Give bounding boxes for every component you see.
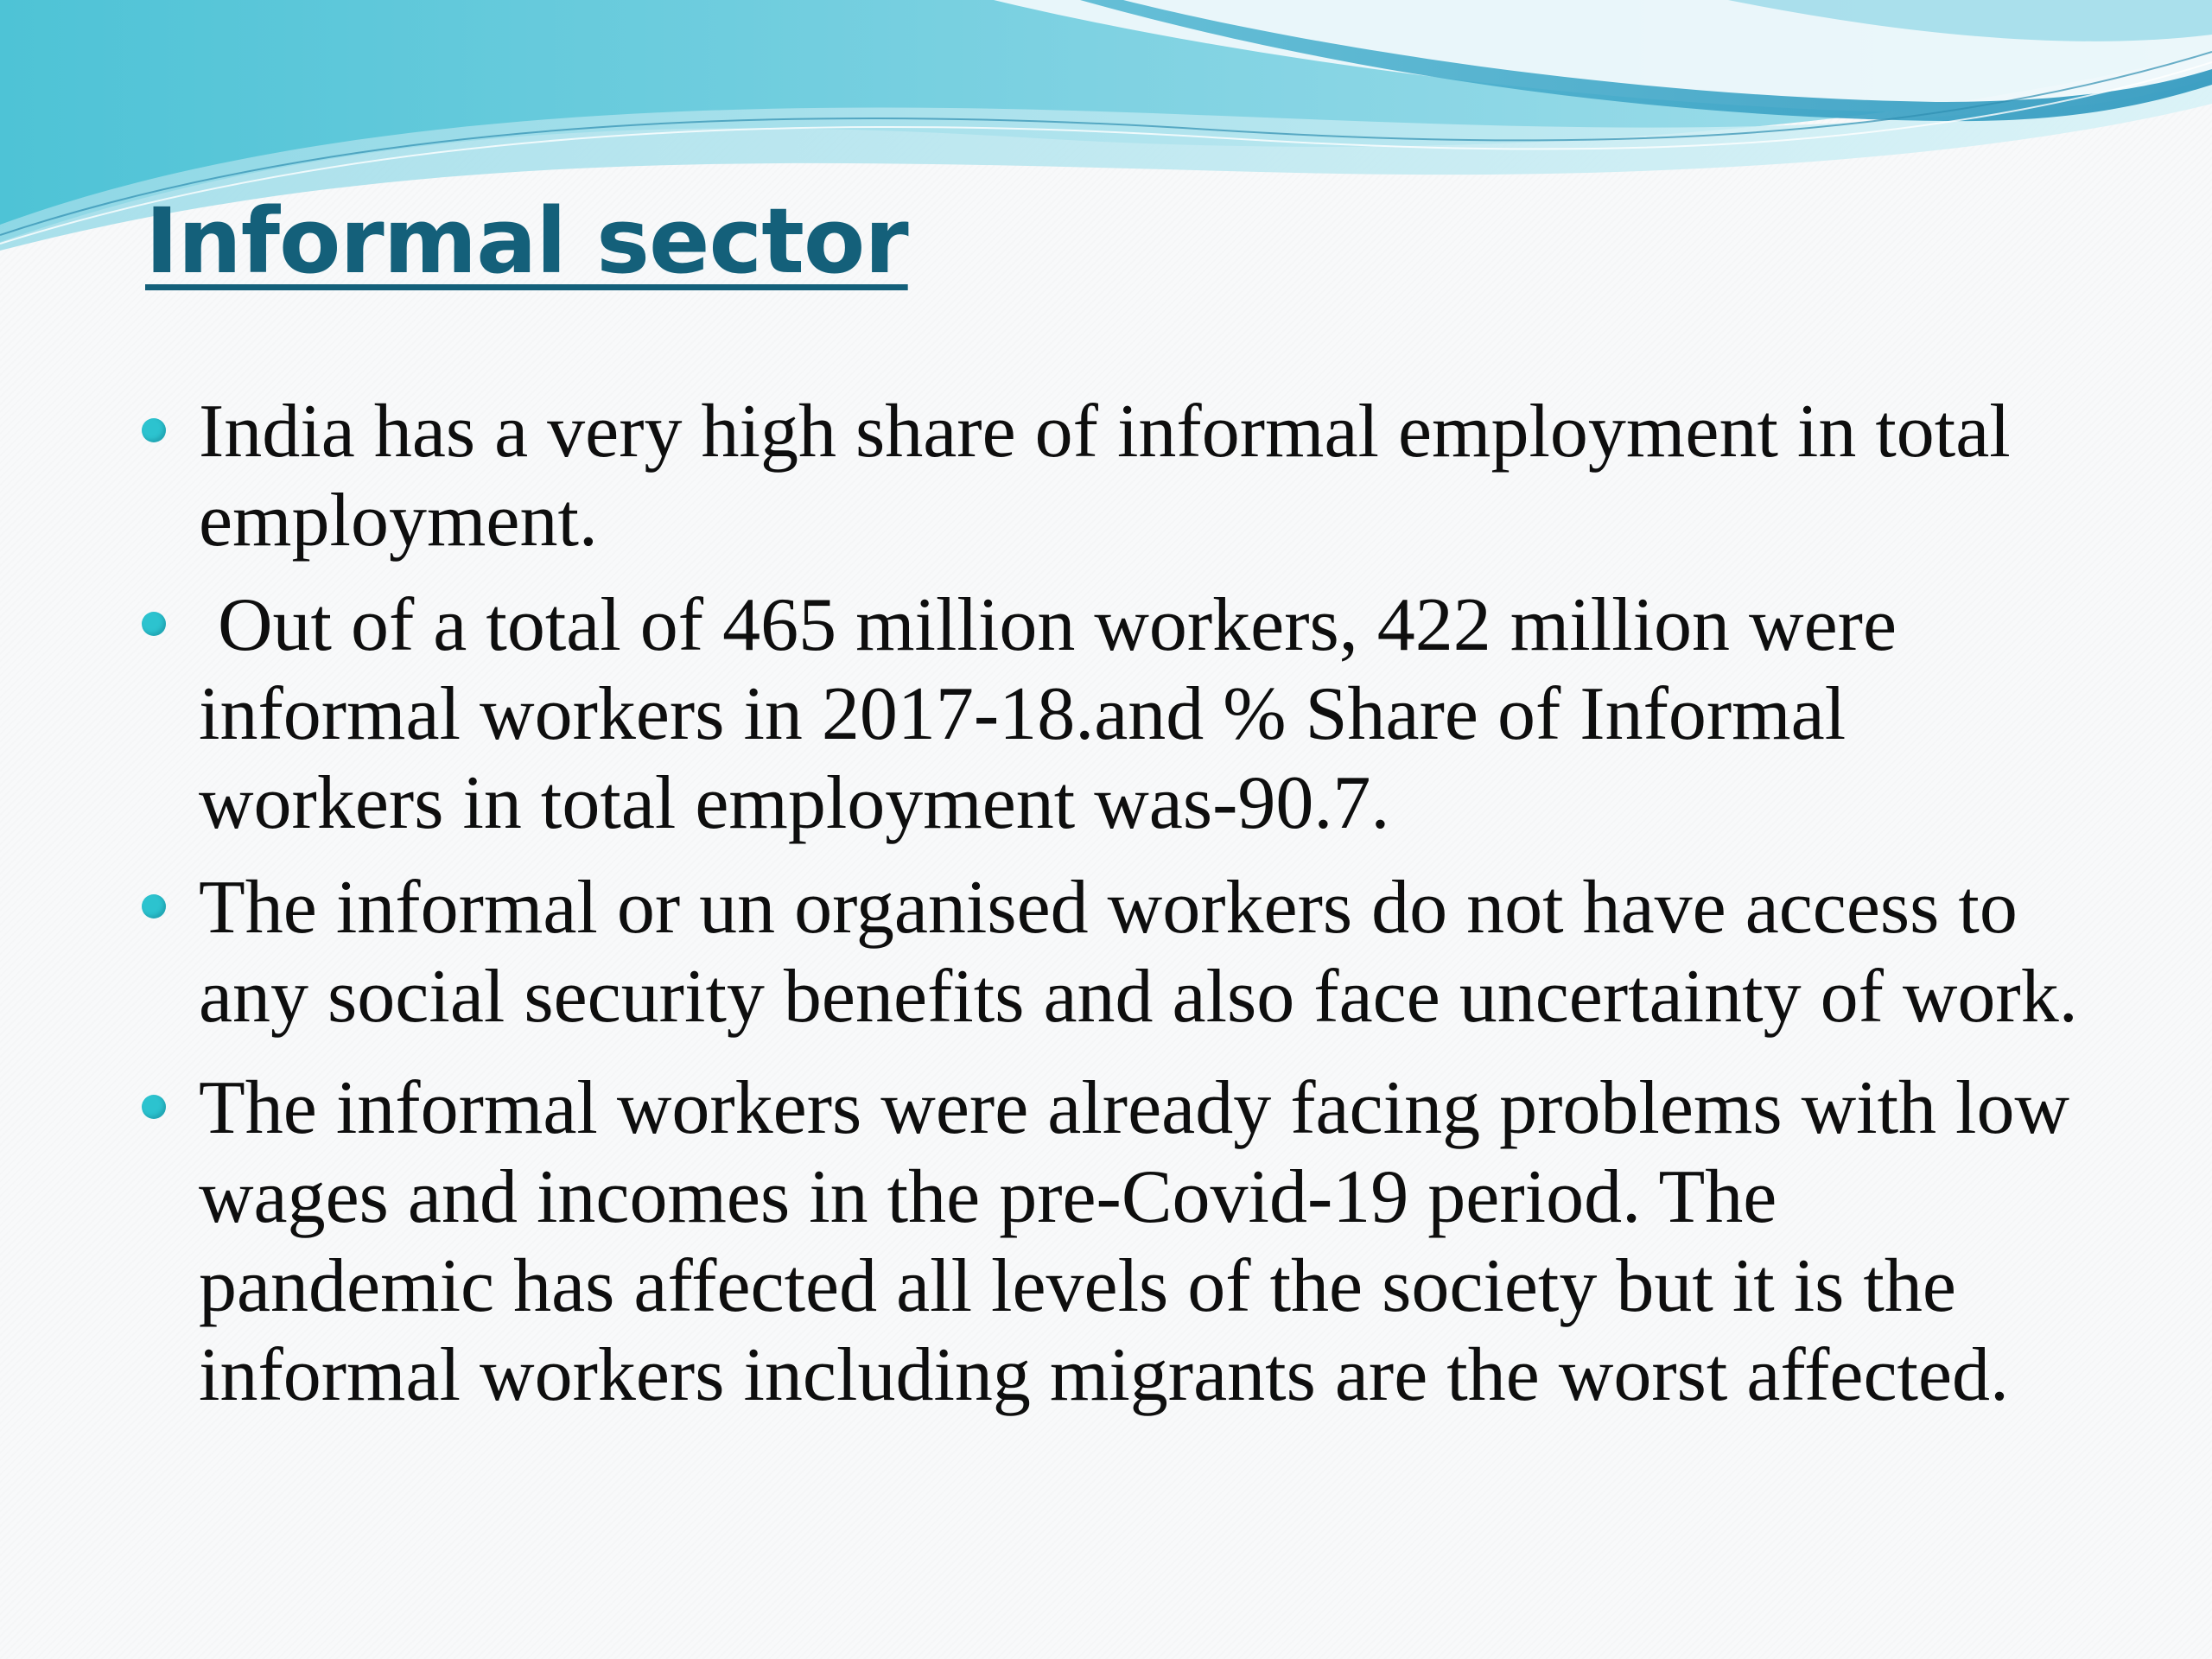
page-title: Informal sector <box>145 188 908 294</box>
bullet-text: India has a very high share of informal employment in total employment. <box>199 390 2011 563</box>
list-item <box>138 1064 2091 1420</box>
bullet-dot-icon <box>142 418 166 442</box>
bullet-list <box>138 387 2091 1435</box>
bullet-text: Out of a total of 465 million workers, 422 million were informal workers in 2017-18.and % Share of Informal workers in total employment was-90.7. <box>199 583 1916 845</box>
list-item <box>138 581 2091 848</box>
bullet-text: The informal workers were already facing problems with low wages and incomes in the pre-Covid-19 period. The pandemic has affected all levels of the society but it is the informal workers including migrants are the worst affected. <box>199 1066 2070 1417</box>
bullet-dot-icon <box>142 894 166 918</box>
bullet-dot-icon <box>142 1095 166 1119</box>
list-item <box>138 863 2091 1041</box>
bullet-dot-icon <box>142 612 166 636</box>
list-item <box>138 387 2091 565</box>
bullet-text: The informal or un organised workers do not have access to any social security benefits and also face uncertainty of work. <box>199 866 2078 1039</box>
